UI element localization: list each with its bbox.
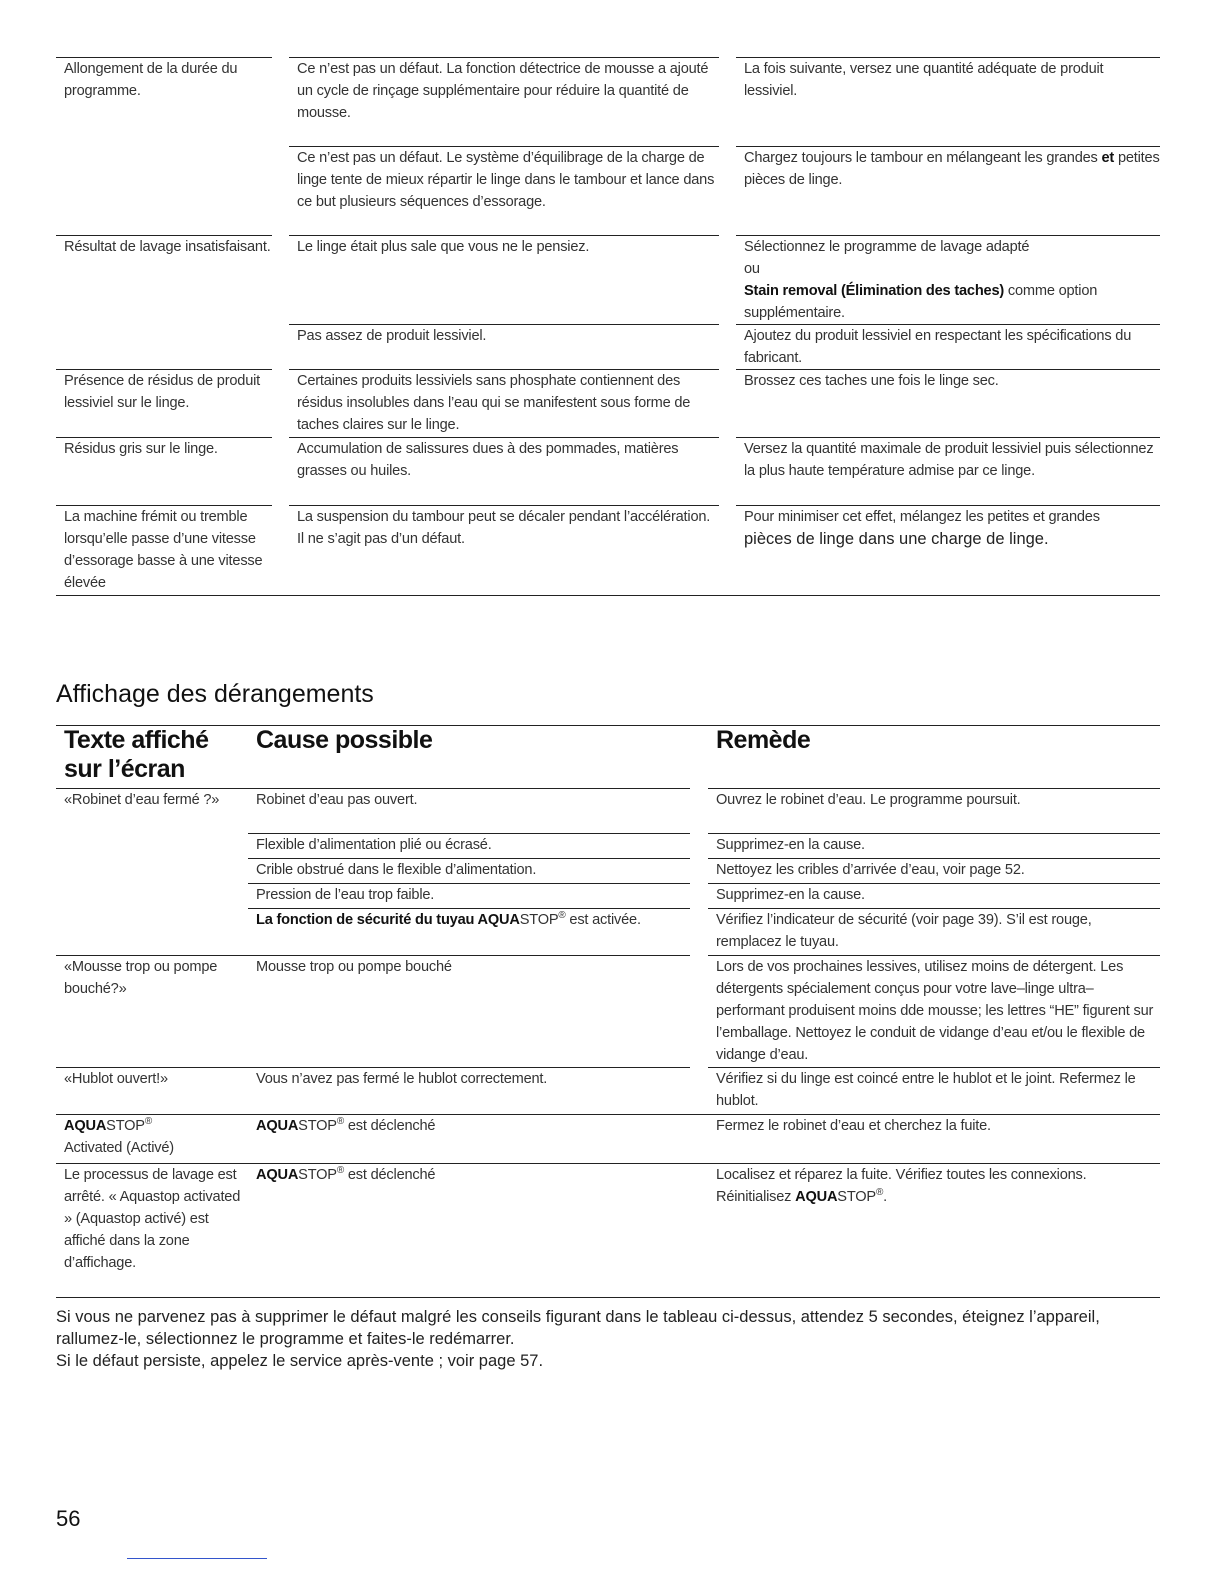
remedy-cell	[736, 505, 1160, 595]
header-label: Texte affiché	[64, 726, 209, 754]
page-number: 56	[56, 1506, 81, 1531]
table-row	[56, 437, 1160, 505]
aquastop-label: AQUA	[64, 1118, 107, 1134]
cause-cell: Pas assez de produit lessiviel.	[289, 324, 719, 369]
cause-cell: Ce n’est pas un défaut. La fonction détectrice de mousse a ajouté un cycle de rinçage supplémentaire pour réduire la quantité de mousse.	[289, 57, 719, 146]
problem-cell: Présence de résidus de produit lessiviel sur le linge.	[56, 369, 272, 437]
cause-cell: Crible obstrué dans le flexible d’alimentation.	[248, 858, 690, 883]
display-cell: «Hublot ouvert!»	[56, 1067, 248, 1114]
remedy-cell: Fermez le robinet d’eau et cherchez la fuite.	[708, 1114, 1160, 1163]
remedy-cell: Versez la quantité maximale de produit lessiviel puis sélectionnez la plus haute température admise par ce linge.	[736, 437, 1160, 505]
remedy-cell	[736, 146, 1160, 235]
table-row	[56, 858, 1160, 883]
problem-cell	[56, 324, 272, 368]
remedy-text: comme option supplémentaire.	[744, 283, 1098, 321]
remedy-cell: Supprimez-en la cause.	[708, 883, 1160, 908]
registered-mark: ®	[336, 1165, 345, 1177]
troubleshooting-table	[56, 57, 1160, 596]
cause-cell	[248, 1163, 700, 1297]
remedy-emphasis: Stain removal (Élimination des taches)	[744, 283, 1005, 299]
table-header-row	[56, 726, 1160, 788]
registered-mark: ®	[558, 910, 566, 922]
remedy-cell: Nettoyez les cribles d’arrivée d’eau, voir page 52.	[708, 858, 1160, 883]
table-row	[56, 908, 1160, 955]
display-cell	[56, 1114, 248, 1163]
cause-text: est déclenché	[344, 1118, 436, 1134]
display-cell: «Robinet d’eau fermé ?»	[56, 788, 248, 833]
cause-cell: Robinet d’eau pas ouvert.	[248, 788, 690, 833]
problem-cell: Résultat de lavage insatisfaisant.	[56, 235, 272, 324]
cause-cell: La suspension du tambour peut se décaler pendant l’accélération. Il ne s’agit pas d’un défaut.	[289, 505, 719, 595]
display-cell	[56, 833, 248, 857]
remedy-cell	[736, 235, 1160, 324]
registered-mark: ®	[875, 1187, 884, 1199]
cause-cell: Certaines produits lessiviels sans phosphate contiennent des résidus insolubles dans l’eau qui se manifestent sous forme de taches claires sur le linge.	[289, 369, 719, 437]
cause-cell: Vous n’avez pas fermé le hublot correctement.	[248, 1067, 690, 1114]
aquastop-label: La fonction de sécurité du tuyau AQUA	[256, 912, 520, 928]
header-display-text	[56, 726, 248, 788]
table-row	[56, 1067, 1160, 1114]
footer-rule	[127, 1558, 267, 1559]
display-text: Activated (Activé)	[64, 1140, 174, 1156]
remedy-cell: Lors de vos prochaines lessives, utilisez moins de détergent. Les détergents spécialement conçus pour votre lave–linge ultra–performant produisent moins dde mousse; les lettres “HE” figurent sur l’emballage. Nettoyez le conduit de vidange d’eau et/ou le flexible de vidange d’eau.	[708, 955, 1160, 1067]
cause-cell: Mousse trop ou pompe bouché	[248, 955, 690, 1067]
aquastop-label: STOP	[837, 1189, 876, 1205]
remedy-cell: Supprimez-en la cause.	[708, 833, 1160, 858]
remedy-cell: La fois suivante, versez une quantité adéquate de produit lessiviel.	[736, 57, 1160, 146]
remedy-cell: Ajoutez du produit lessiviel en respectant les spécifications du fabricant.	[736, 324, 1160, 369]
table-row	[56, 1163, 1160, 1297]
section-title: Affichage des dérangements	[56, 680, 374, 708]
cause-text: est déclenché	[344, 1167, 436, 1183]
problem-cell: La machine frémit ou tremble lorsqu’elle passe d’une vitesse d’essorage basse à une vitesse élevée	[56, 505, 272, 595]
remedy-text: Chargez toujours le tambour en mélangeant les grandes	[744, 150, 1102, 166]
remedy-text: petites pièces de linge.	[744, 150, 1160, 188]
remedy-text: .	[883, 1189, 887, 1205]
cause-cell	[248, 1114, 700, 1163]
aquastop-label: STOP	[298, 1118, 337, 1134]
table-row	[56, 235, 1160, 324]
table-row	[56, 57, 1160, 146]
remedy-cell: Ouvrez le robinet d’eau. Le programme poursuit.	[708, 788, 1160, 833]
header-remedy: Remède	[716, 726, 811, 754]
table-bottom-rule	[56, 1297, 1160, 1298]
remedy-cell	[708, 1163, 1160, 1297]
table-bottom-rule	[56, 595, 1160, 596]
display-cell: «Mousse trop ou pompe bouché?»	[56, 955, 248, 1067]
table-row	[56, 505, 1160, 595]
table-row	[56, 146, 1160, 235]
display-cell	[56, 908, 248, 954]
remedy-text: Sélectionnez le programme de lavage adapté	[744, 239, 1030, 255]
table-row	[56, 324, 1160, 369]
display-cell	[56, 858, 248, 882]
table-row	[56, 369, 1160, 437]
cause-cell: Le linge était plus sale que vous ne le pensiez.	[289, 235, 719, 324]
cause-cell: Ce n’est pas un défaut. Le système d’équilibrage de la charge de linge tente de mieux répartir le linge dans le tambour et lance dans ce but plusieurs séquences d’essorage.	[289, 146, 719, 235]
help-text: Si le défaut persiste, appelez le service après-vente ; voir page 57.	[56, 1352, 544, 1370]
remedy-text: Localisez et réparez la fuite. Vérifiez toutes les connexions. Réinitialisez	[716, 1167, 1087, 1205]
aquastop-label: AQUA	[256, 1118, 299, 1134]
aquastop-label: STOP	[519, 912, 559, 928]
remedy-cell: Vérifiez si du linge est coincé entre le hublot et le joint. Refermez le hublot.	[708, 1067, 1160, 1114]
problem-cell: Résidus gris sur le linge.	[56, 437, 272, 505]
cause-cell	[248, 908, 690, 955]
aquastop-label: STOP	[298, 1167, 337, 1183]
cause-cell: Accumulation de salissures dues à des pommades, matières grasses ou huiles.	[289, 437, 719, 505]
remedy-text: Pour minimiser cet effet, mélangez les petites et grandes	[744, 509, 1100, 525]
help-text: Si vous ne parvenez pas à supprimer le défaut malgré les conseils figurant dans le tableau ci-dessus, attendez 5 secondes, éteignez l’appareil, rallumez-le, sélectionnez le programme et faites-le redémarrer.	[56, 1308, 1100, 1348]
problem-cell	[56, 146, 272, 234]
table-row	[56, 1114, 1160, 1163]
aquastop-label: AQUA	[256, 1167, 299, 1183]
table-row	[56, 788, 1160, 833]
registered-mark: ®	[336, 1116, 345, 1128]
remedy-cell: Brossez ces taches une fois le linge sec.	[736, 369, 1160, 437]
remedy-emphasis: et	[1101, 150, 1115, 166]
aquastop-label: AQUA	[795, 1189, 838, 1205]
aquastop-label: STOP	[106, 1118, 145, 1134]
table-row	[56, 883, 1160, 908]
table-row	[56, 955, 1160, 1067]
remedy-text: ou	[744, 261, 760, 277]
help-paragraph	[56, 1306, 1166, 1372]
remedy-text: pièces de linge dans une charge de linge.	[744, 530, 1049, 548]
cause-text: est activée.	[565, 912, 641, 928]
table-row	[56, 833, 1160, 858]
header-label: sur l’écran	[64, 755, 185, 783]
fault-display-table	[56, 725, 1160, 1298]
header-cause: Cause possible	[256, 726, 433, 754]
display-cell	[56, 883, 248, 907]
display-cell: Le processus de lavage est arrêté. « Aquastop activated » (Aquastop activé) est affiché dans la zone d’affichage.	[56, 1163, 248, 1297]
cause-cell: Flexible d’alimentation plié ou écrasé.	[248, 833, 690, 858]
problem-cell: Allongement de la durée du programme.	[56, 57, 272, 146]
cause-cell: Pression de l’eau trop faible.	[248, 883, 690, 908]
registered-mark: ®	[144, 1116, 153, 1128]
remedy-cell: Vérifiez l’indicateur de sécurité (voir page 39). S’il est rouge, remplacez le tuyau.	[708, 908, 1160, 955]
